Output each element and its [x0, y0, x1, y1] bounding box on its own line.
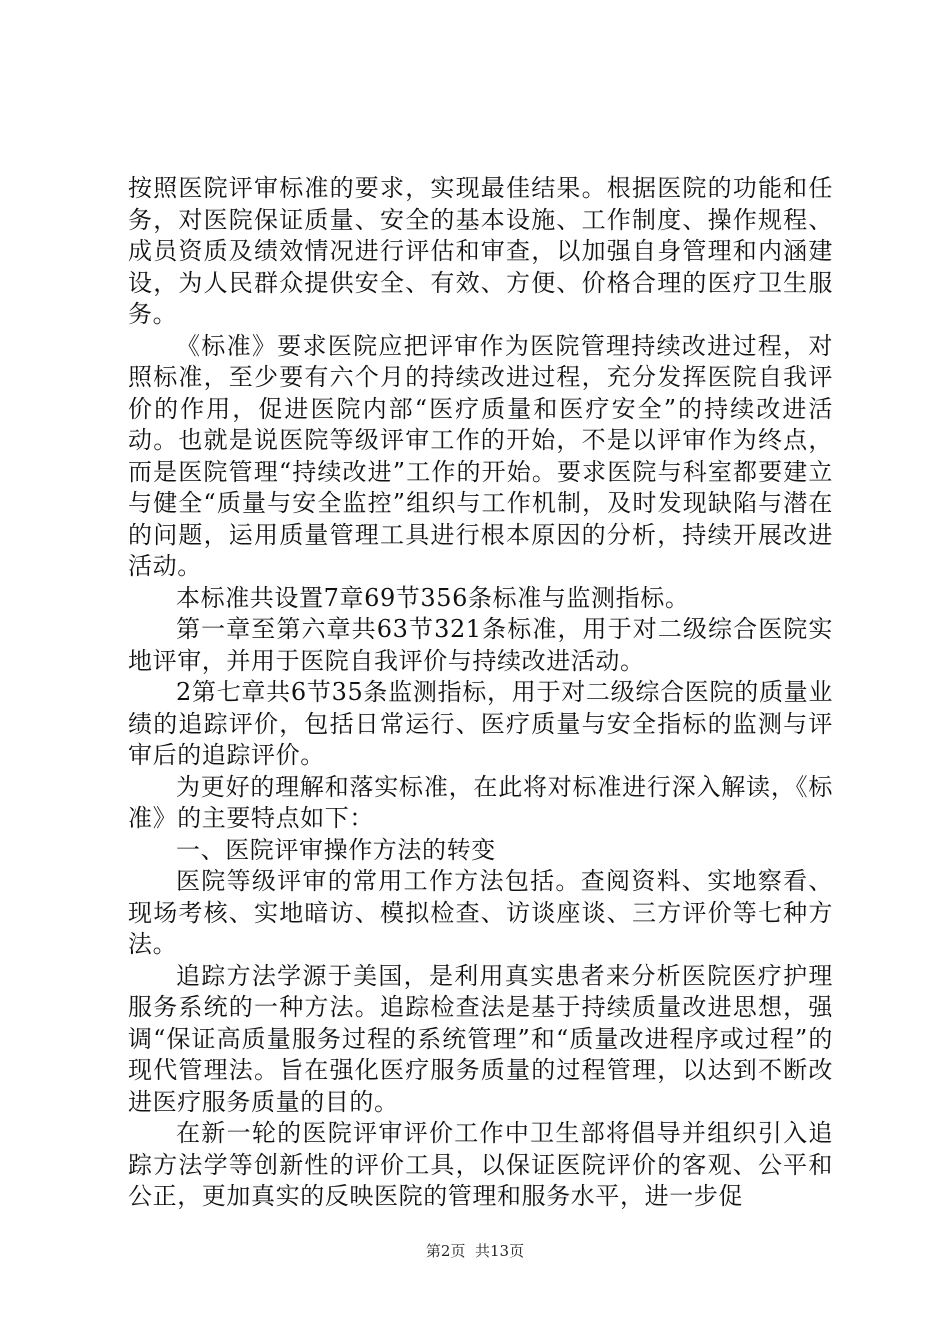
paragraph-2: 《标准》要求医院应把评审作为医院管理持续改进过程，对照标准，至少要有六个月的持续改进过程，充分发挥医院自我评价的作用，促进医院内部“医疗质量和医疗安全”的持续改进活动。也就是说医院等级评审工作的开始，不是以评审作为终点，而是医院管理“持续改进”工作的开始。要求医院与科室都要建立与健全“质量与安全监控”组织与工作机制，及时发现缺陷与潜在的问题，运用质量管理工具进行根本原因的分析，持续开展改进活动。 [128, 331, 833, 580]
paragraph-8: 医院等级评审的常用工作方法包括。查阅资料、实地察看、现场考核、实地暗访、模拟检查、访谈座谈、三方评价等七种方法。 [128, 867, 833, 958]
paragraph-6: 为更好的理解和落实标准，在此将对标准进行深入解读，《标准》的主要特点如下： [128, 772, 833, 832]
paragraph-1: 按照医院评审标准的要求，实现最佳结果。根据医院的功能和任务，对医院保证质量、安全的基本设施、工作制度、操作规程、成员资质及绩效情况进行评估和审查，以加强自身管理和内涵建设，为人民群众提供安全、有效、方便、价格合理的医疗卫生服务。 [128, 174, 833, 328]
paragraph-9: 追踪方法学源于美国，是利用真实患者来分析医院医疗护理服务系统的一种方法。追踪检查法是基于持续质量改进思想，强调“保证高质量服务过程的系统管理”和“质量改进程序或过程”的现代管理法。旨在强化医疗服务质量的过程管理，以达到不断改进医疗服务质量的目的。 [128, 961, 833, 1116]
document-body [128, 173, 833, 1213]
paragraph-3: 本标准共设置7章69节356条标准与监测指标。 [176, 583, 690, 612]
page-footer [0, 1240, 950, 1261]
page-total: 共13页 [475, 1242, 525, 1260]
paragraph-10: 在新一轮的医院评审评价工作中卫生部将倡导并组织引入追踪方法学等创新性的评价工具，以保证医院评价的客观、公平和公正，更加真实的反映医院的管理和服务水平，进一步促 [128, 1119, 833, 1210]
paragraph-4: 第一章至第六章共63节321条标准，用于对二级综合医院实地评审，并用于医院自我评价与持续改进活动。 [128, 615, 833, 675]
page-number: 第2页 [425, 1242, 466, 1260]
section-heading: 一、医院评审操作方法的转变 [176, 835, 496, 864]
paragraph-5: 2第七章共6节35条监测指标，用于对二级综合医院的质量业绩的追踪评价，包括日常运行、医疗质量与安全指标的监测与评审后的追踪评价。 [128, 678, 833, 769]
